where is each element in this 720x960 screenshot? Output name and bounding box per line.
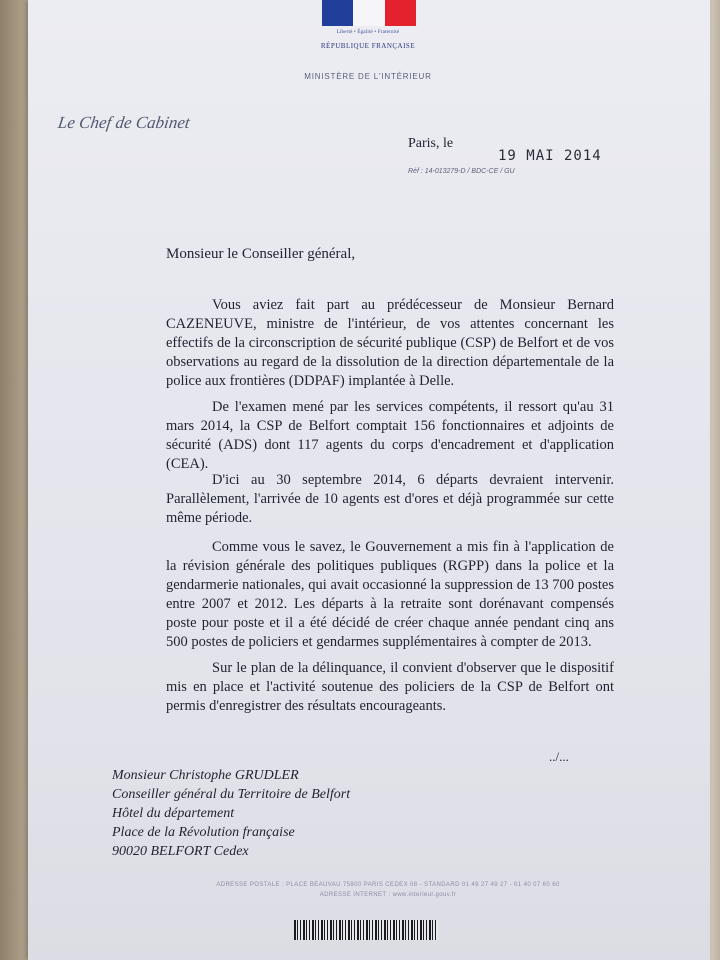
flag-white-band <box>353 0 384 26</box>
marianne-flag-logo <box>322 0 416 26</box>
letter-place: Paris, le <box>408 136 454 151</box>
footer-postal-address: ADRESSE POSTALE : PLACE BEAUVAU 75800 PARIS CEDEX 08 - STANDARD 01 49 27 49 27 - 01 40 07 60 60 <box>216 882 560 888</box>
body-paragraph-1: Vous aviez fait part au prédécesseur de Monsieur Bernard CAZENEUVE, ministre de l'intérieur, de vos attentes concernant les effectifs de la circonscription de sécurité publique (CSP) de Belfort et de vos observations au regard de la dissolution de la direction départementale de la police aux frontières (DDPAF) implantée à Delle. <box>166 297 614 389</box>
recipient-name: Monsieur Christophe GRUDLER <box>112 768 299 783</box>
body-paragraph-5: Sur le plan de la délinquance, il convient d'observer que le dispositif mis en place et l'activité soutenue des policiers de la CSP de Belfort ont permis d'enregistrer des résultats encourageants. <box>166 660 614 714</box>
barcode <box>294 920 438 940</box>
body-paragraph-3: D'ici au 30 septembre 2014, 6 départs devraient intervenir. Parallèlement, l'arrivée de 10 agents est d'ores et déjà programmée sur cette même période. <box>166 472 614 526</box>
letter-date-stamp: 19 MAI 2014 <box>498 148 602 164</box>
recipient-building: Hôtel du département <box>112 806 235 821</box>
flag-red-band <box>385 0 416 26</box>
letter-page <box>28 0 710 960</box>
footer-internet-address: ADRESSE INTERNET : www.interieur.gouv.fr <box>319 892 457 898</box>
ministry-name: MINISTÈRE DE L'INTÉRIEUR <box>304 72 432 81</box>
chief-of-cabinet-signature: Le Chef de Cabinet <box>56 113 192 132</box>
recipient-address <box>112 766 350 861</box>
footer <box>128 880 648 900</box>
republic-name: RÉPUBLIQUE FRANÇAISE <box>320 42 416 50</box>
flag-blue-band <box>322 0 353 26</box>
body-paragraph-4: Comme vous le savez, le Gouvernement a mis fin à l'application de la révision générale des politiques publiques (RGPP) dans la police et la gendarmerie nationales, qui avait occasionné la suppression de 13 700 postes entre 2007 et 2012. Les départs à la retraite sont dorénavant compensés poste pour poste et il a été décidé de créer chaque année pendant cinq ans 500 postes de policiers et gendarmes supplémentaires à compter de 2013. <box>166 539 614 650</box>
recipient-title: Conseiller général du Territoire de Belfort <box>112 787 351 802</box>
republic-motto: Liberté • Égalité • Fraternité <box>336 30 400 35</box>
continued-marker: ../... <box>549 749 569 764</box>
recipient-street: Place de la Révolution française <box>112 825 295 840</box>
body-paragraph-2: De l'examen mené par les services compétents, il ressort qu'au 31 mars 2014, la CSP de Belfort comptait 156 fonctionnaires et adjoints de sécurité (ADS) dont 117 agents du corps d'encadrement et d'application (CEA). <box>166 399 614 472</box>
recipient-city: 90020 BELFORT Cedex <box>112 844 249 859</box>
salutation: Monsieur le Conseiller général, <box>166 246 356 262</box>
letter-reference: Réf : 14-013279-D / BDC-CE / GU <box>408 168 515 175</box>
